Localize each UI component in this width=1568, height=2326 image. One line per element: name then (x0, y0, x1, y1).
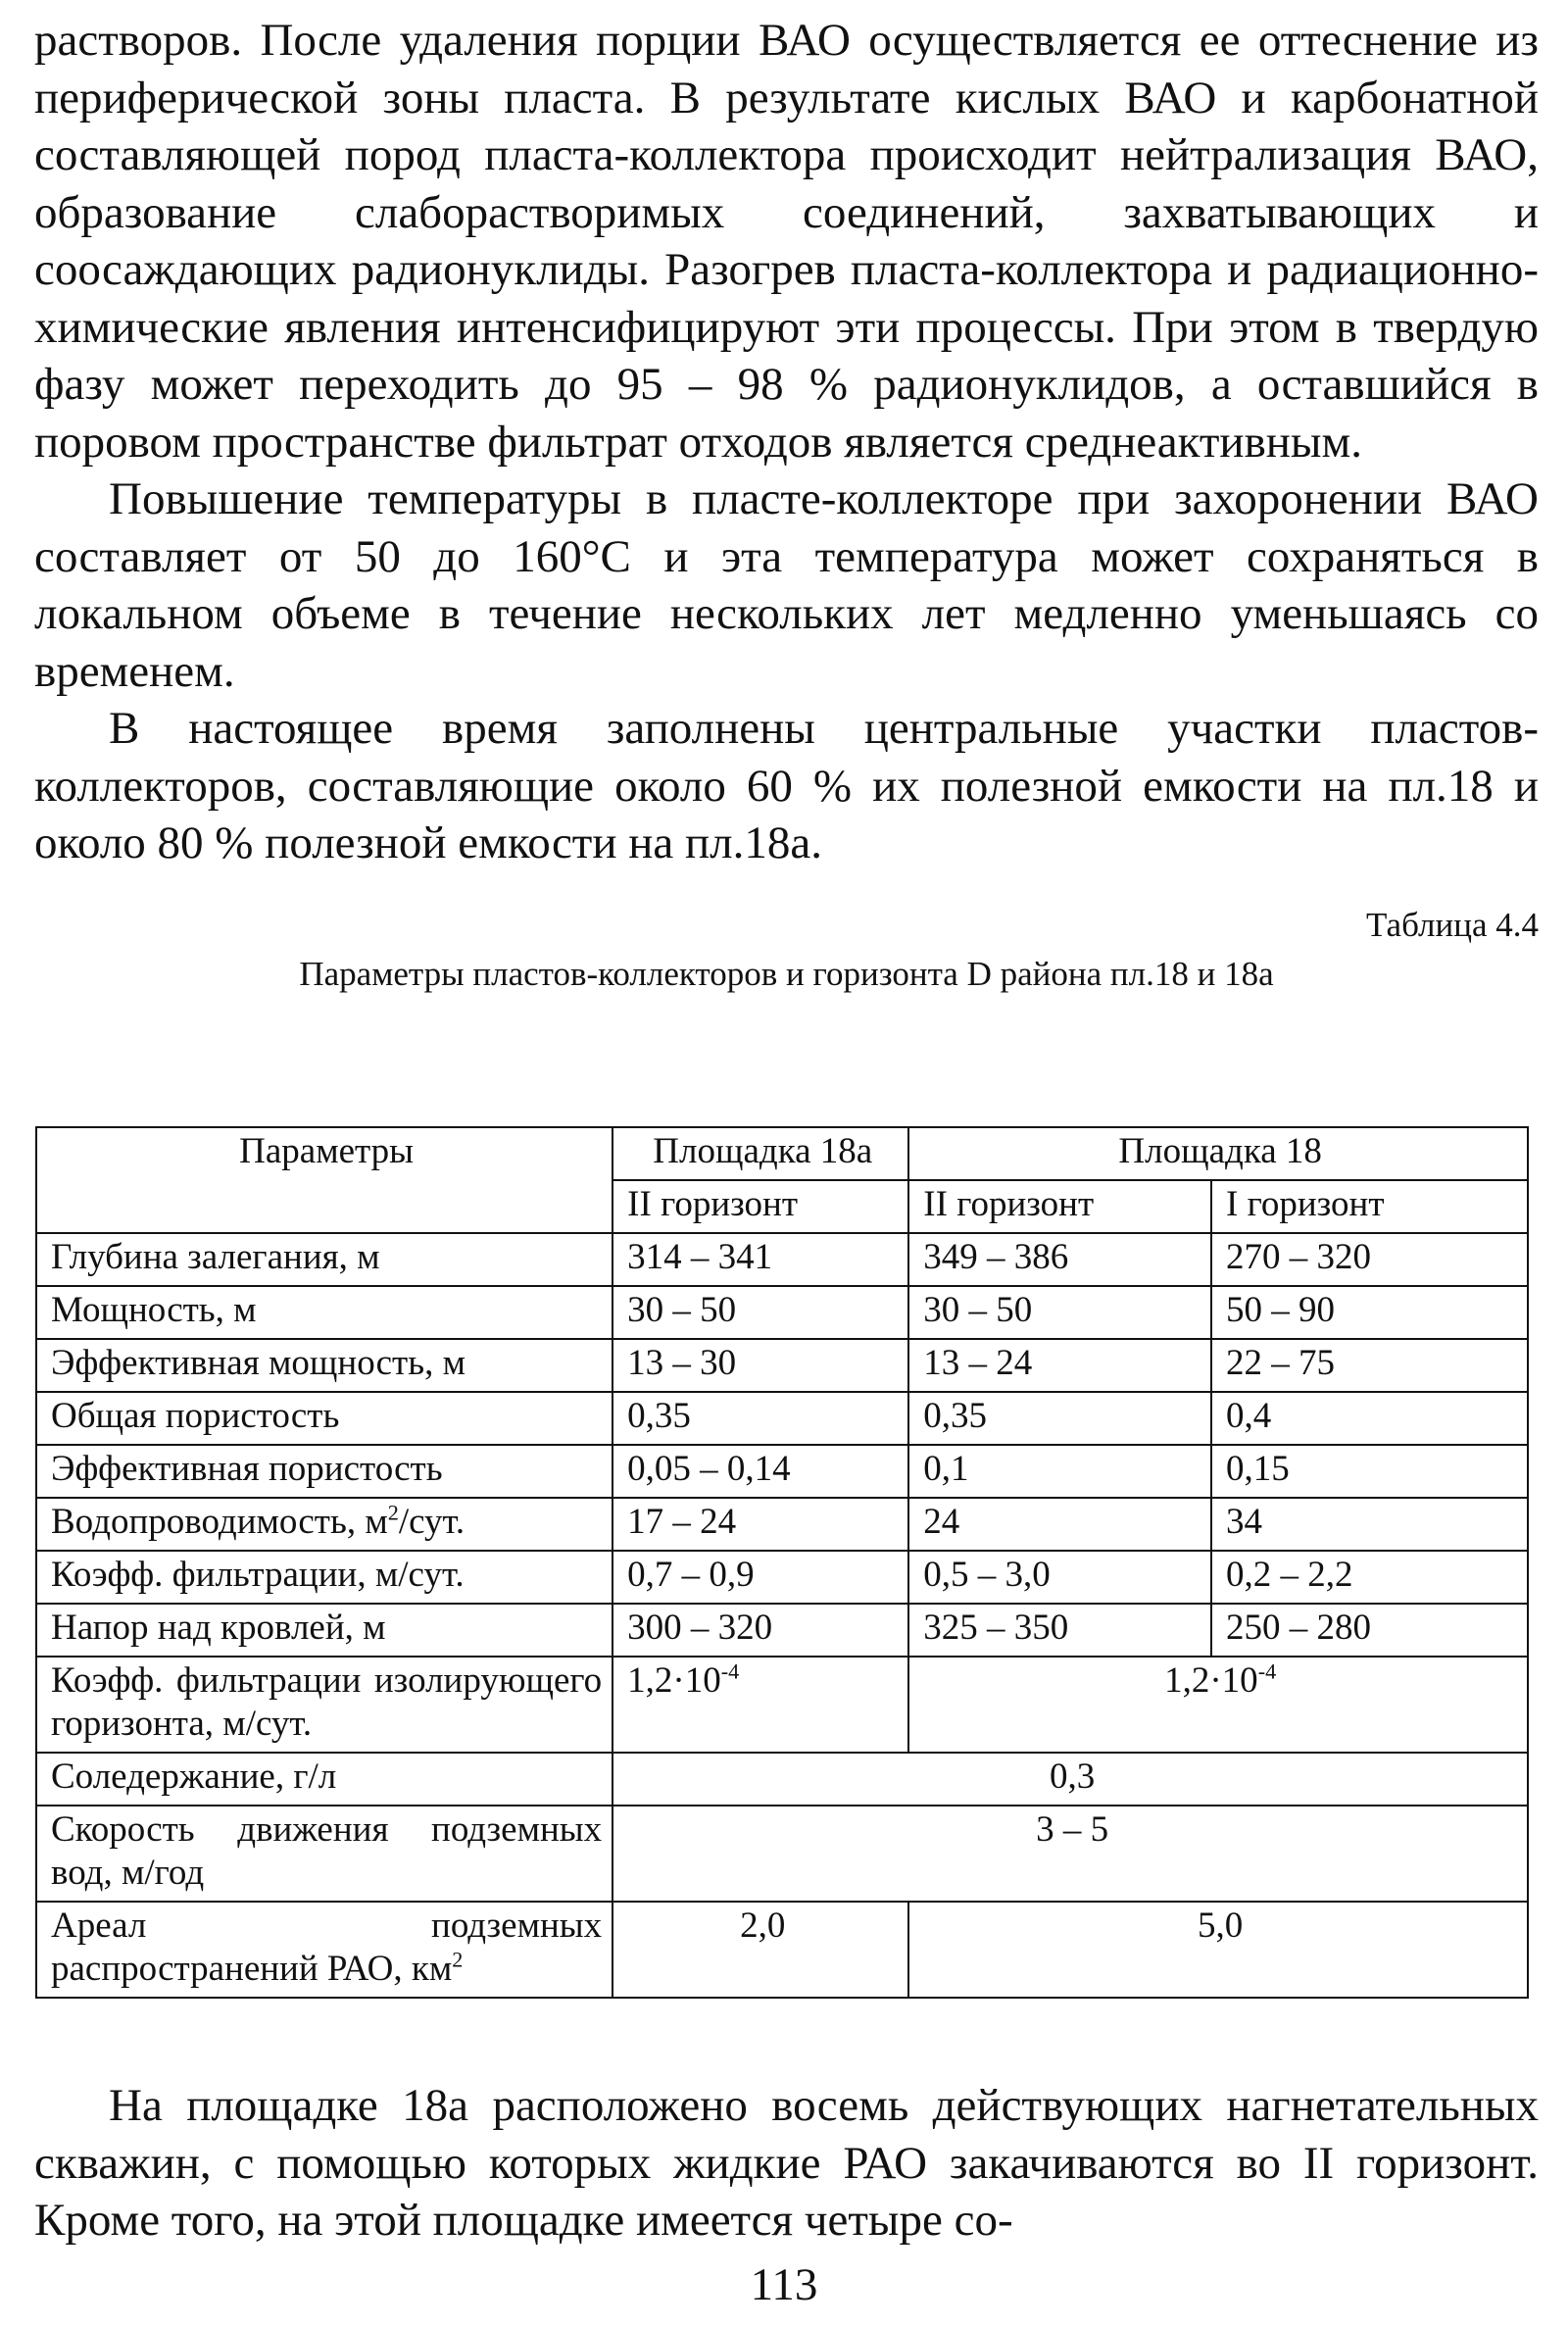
table-row (36, 1902, 1528, 1998)
row-value: 34 (1211, 1498, 1528, 1551)
row-param: Общая пористость (36, 1392, 612, 1445)
row-value: 314 – 341 (612, 1233, 908, 1286)
row-value: 0,4 (1211, 1392, 1528, 1445)
paragraph-3: В настоящее время заполнены центральные участки пластов-коллекторов, составляющие около 60 % их полезной емкости на пл.18 и около 80 % полезной емкости на пл.18а. (34, 703, 1539, 868)
param-text: Водопроводимость, м (51, 1502, 388, 1542)
table-header-row (36, 1127, 1528, 1180)
row-param: Коэфф. фильтрации, м/сут. (36, 1551, 612, 1604)
row-value: 30 – 50 (908, 1286, 1211, 1339)
table-row (36, 1604, 1528, 1657)
row-value: 24 (908, 1498, 1211, 1551)
value-base: 1,2·10 (627, 1660, 721, 1701)
row-value: 3 – 5 (612, 1806, 1528, 1902)
row-param: Коэфф. фильтрации изолирующего горизонта, м/сут. (36, 1657, 612, 1753)
paragraph-2: Повышение температуры в пласте-коллекторе при захоронении ВАО составляет от 50 до 160°С и эта температура может сохраняться в локальном объеме в течение нескольких лет медленно уменьшаясь со временем. (34, 473, 1539, 697)
table-row (36, 1233, 1528, 1286)
param-text: Ареал подземных распространений РАО, км (51, 1905, 603, 1989)
table-row (36, 1498, 1528, 1551)
superscript: 2 (387, 1500, 399, 1525)
row-value: 0,35 (612, 1392, 908, 1445)
row-value: 0,3 (612, 1753, 1528, 1806)
row-param: Напор над кровлей, м (36, 1604, 612, 1657)
table-row (36, 1339, 1528, 1392)
header-horizon-1-18: I горизонт (1211, 1180, 1528, 1233)
table-row (36, 1806, 1528, 1902)
row-value: 300 – 320 (612, 1604, 908, 1657)
superscript: -4 (720, 1658, 740, 1684)
row-value: 0,5 – 3,0 (908, 1551, 1211, 1604)
row-param: Эффективная пористость (36, 1445, 612, 1498)
row-value: 2,0 (612, 1902, 908, 1998)
param-text-tail: /сут. (398, 1502, 466, 1542)
row-value: 30 – 50 (612, 1286, 908, 1339)
row-value: 0,05 – 0,14 (612, 1445, 908, 1498)
row-param: Мощность, м (36, 1286, 612, 1339)
row-value: 13 – 24 (908, 1339, 1211, 1392)
table-row (36, 1753, 1528, 1806)
row-value (908, 1657, 1528, 1753)
row-param (36, 1498, 612, 1551)
table-row (36, 1551, 1528, 1604)
row-param: Соледержание, г/л (36, 1753, 612, 1806)
header-params: Параметры (36, 1127, 612, 1233)
table-caption: Параметры пластов-коллекторов и горизонта D района пл.18 и 18а (299, 954, 1274, 993)
page-text (34, 12, 1539, 996)
table-row (36, 1392, 1528, 1445)
row-value: 0,15 (1211, 1445, 1528, 1498)
row-value: 349 – 386 (908, 1233, 1211, 1286)
table-row (36, 1657, 1528, 1753)
header-horizon-2-18: II горизонт (908, 1180, 1211, 1233)
parameters-table (35, 1126, 1529, 1999)
row-param: Глубина залегания, м (36, 1233, 612, 1286)
row-value: 17 – 24 (612, 1498, 908, 1551)
superscript: -4 (1257, 1658, 1277, 1684)
row-param: Скорость движения подземных вод, м/год (36, 1806, 612, 1902)
superscript: 2 (452, 1947, 464, 1972)
bottom-text (34, 2077, 1539, 2250)
row-value: 5,0 (908, 1902, 1528, 1998)
header-site-18: Площадка 18 (908, 1127, 1528, 1180)
row-value: 325 – 350 (908, 1604, 1211, 1657)
row-param: Эффективная мощность, м (36, 1339, 612, 1392)
table-label: Таблица 4.4 (1366, 905, 1539, 944)
row-value: 13 – 30 (612, 1339, 908, 1392)
header-horizon-2-18a: II горизонт (612, 1180, 908, 1233)
paragraph-1: растворов. После удаления порции ВАО осуществляется ее оттеснение из периферической зоны пласта. В результате кислых ВАО и карбонатной составляющей пород пласта-коллектора происходит нейтрализация ВАО, образование слаборастворимых соединений, захватывающих и соосаждающих радионуклиды. Разогрев пласта-коллектора и радиационно-химические явления интенсифицируют эти процессы. При этом в твердую фазу может переходить до 95 – 98 % радионуклидов, а оставшийся в поровом пространстве фильтрат отходов является среднеактивным. (34, 15, 1539, 468)
page-number: 113 (750, 2259, 818, 2310)
paragraph-4: На площадке 18а расположено восемь действующих нагнетательных скважин, с помощью которых жидкие РАО закачиваются во II горизонт. Кроме того, на этой площадке имеется четыре со- (34, 2080, 1539, 2246)
header-site-18a: Площадка 18а (612, 1127, 908, 1180)
row-value: 50 – 90 (1211, 1286, 1528, 1339)
table-row (36, 1286, 1528, 1339)
row-value (612, 1657, 908, 1753)
table-row (36, 1445, 1528, 1498)
row-param (36, 1902, 612, 1998)
row-value: 270 – 320 (1211, 1233, 1528, 1286)
row-value: 0,35 (908, 1392, 1211, 1445)
row-value: 0,2 – 2,2 (1211, 1551, 1528, 1604)
row-value: 0,1 (908, 1445, 1211, 1498)
row-value: 250 – 280 (1211, 1604, 1528, 1657)
value-base: 1,2·10 (1164, 1660, 1258, 1701)
row-value: 0,7 – 0,9 (612, 1551, 908, 1604)
row-value: 22 – 75 (1211, 1339, 1528, 1392)
